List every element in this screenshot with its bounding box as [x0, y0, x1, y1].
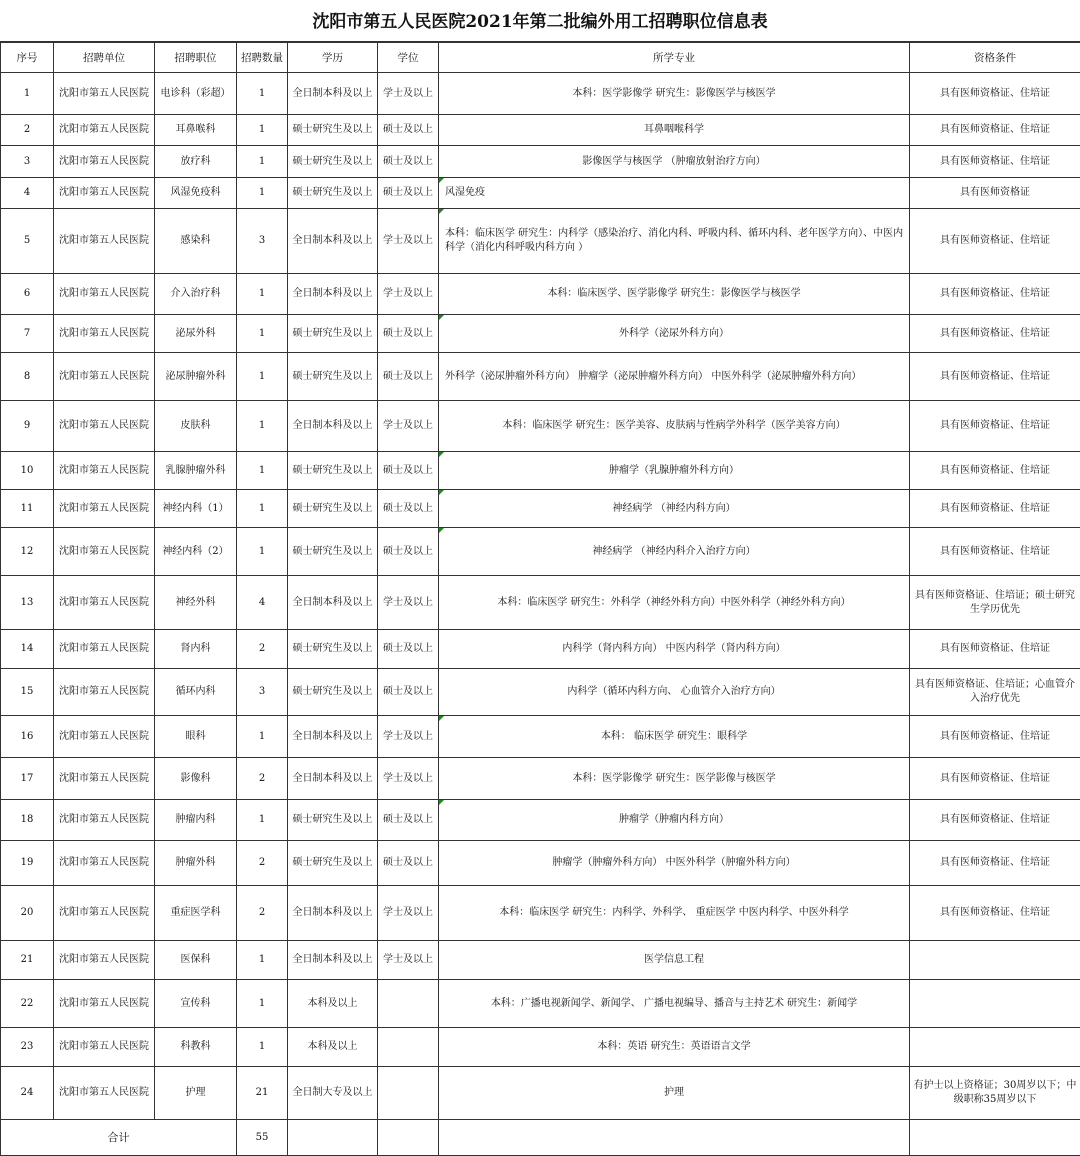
cell-seq: 16	[1, 716, 54, 758]
header-education: 学历	[288, 43, 378, 73]
table-row	[1, 1067, 1080, 1120]
cell-degree: 硕士及以上	[378, 800, 439, 841]
cell-degree: 硕士及以上	[378, 452, 439, 490]
table-row	[1, 178, 1080, 209]
cell-seq: 21	[1, 941, 54, 980]
cell-unit: 沈阳市第五人民医院	[54, 452, 155, 490]
cell-position: 耳鼻喉科	[155, 115, 237, 146]
cell-unit: 沈阳市第五人民医院	[54, 1067, 155, 1120]
cell-degree: 学士及以上	[378, 758, 439, 800]
cell-education: 硕士研究生及以上	[288, 630, 378, 669]
cell-unit: 沈阳市第五人民医院	[54, 490, 155, 528]
cell-major: 本科：临床医学、医学影像学 研究生：影像医学与核医学	[439, 274, 910, 315]
cell-education: 本科及以上	[288, 980, 378, 1028]
cell-qualification: 具有医师资格证	[910, 178, 1080, 209]
cell-unit: 沈阳市第五人民医院	[54, 630, 155, 669]
cell-position: 风湿免疫科	[155, 178, 237, 209]
cell-major: 耳鼻咽喉科学	[439, 115, 910, 146]
cell-qualification: 具有医师资格证、住培证	[910, 353, 1080, 401]
cell-count: 1	[237, 401, 288, 452]
cell-education: 全日制本科及以上	[288, 886, 378, 941]
cell-position: 医保科	[155, 941, 237, 980]
cell-position: 眼科	[155, 716, 237, 758]
table-row	[1, 274, 1080, 315]
cell-major: 肿瘤学（乳腺肿瘤外科方向）	[439, 452, 910, 490]
cell-degree	[378, 980, 439, 1028]
header-position: 招聘职位	[155, 43, 237, 73]
cell-education: 本科及以上	[288, 1028, 378, 1067]
cell-major: 医学信息工程	[439, 941, 910, 980]
cell-count: 1	[237, 353, 288, 401]
header-row	[1, 43, 1080, 73]
table-row	[1, 941, 1080, 980]
cell-education: 硕士研究生及以上	[288, 669, 378, 716]
table-row	[1, 630, 1080, 669]
cell-qualification: 具有医师资格证、住培证	[910, 146, 1080, 178]
cell-degree: 硕士及以上	[378, 178, 439, 209]
cell-count: 1	[237, 528, 288, 576]
cell-degree: 学士及以上	[378, 886, 439, 941]
cell-degree: 硕士及以上	[378, 528, 439, 576]
cell-qualification: 具有医师资格证、住培证；心血管介入治疗优先	[910, 669, 1080, 716]
total-label: 合计	[1, 1120, 237, 1156]
cell-education: 全日制本科及以上	[288, 576, 378, 630]
cell-unit: 沈阳市第五人民医院	[54, 178, 155, 209]
cell-major: 本科：医学影像学 研究生：医学影像与核医学	[439, 758, 910, 800]
cell-degree: 学士及以上	[378, 401, 439, 452]
positions-table	[0, 42, 1080, 1156]
cell-degree	[378, 1067, 439, 1120]
table-row	[1, 115, 1080, 146]
cell-degree: 学士及以上	[378, 209, 439, 274]
cell-qualification: 具有医师资格证、住培证；硕士研究生学历优先	[910, 576, 1080, 630]
cell-unit: 沈阳市第五人民医院	[54, 800, 155, 841]
cell-unit: 沈阳市第五人民医院	[54, 146, 155, 178]
header-unit: 招聘单位	[54, 43, 155, 73]
cell-seq: 9	[1, 401, 54, 452]
header-count: 招聘数量	[237, 43, 288, 73]
cell-education: 硕士研究生及以上	[288, 490, 378, 528]
cell-unit: 沈阳市第五人民医院	[54, 353, 155, 401]
cell-qualification: 具有医师资格证、住培证	[910, 716, 1080, 758]
cell-position: 神经内科（1）	[155, 490, 237, 528]
cell-qualification	[910, 941, 1080, 980]
cell-seq: 13	[1, 576, 54, 630]
cell-seq: 18	[1, 800, 54, 841]
cell-seq: 10	[1, 452, 54, 490]
cell-major: 风湿免疫	[439, 178, 910, 209]
cell-count: 1	[237, 315, 288, 353]
cell-degree: 硕士及以上	[378, 115, 439, 146]
cell-count: 1	[237, 1028, 288, 1067]
cell-degree: 硕士及以上	[378, 353, 439, 401]
cell-position: 乳腺肿瘤外科	[155, 452, 237, 490]
cell-unit: 沈阳市第五人民医院	[54, 980, 155, 1028]
total-row	[1, 1120, 1080, 1156]
cell-count: 1	[237, 490, 288, 528]
cell-seq: 19	[1, 841, 54, 886]
cell-unit: 沈阳市第五人民医院	[54, 941, 155, 980]
cell-position: 护理	[155, 1067, 237, 1120]
cell-degree: 学士及以上	[378, 941, 439, 980]
cell-degree: 学士及以上	[378, 576, 439, 630]
cell-position: 科教科	[155, 1028, 237, 1067]
cell-qualification: 具有医师资格证、住培证	[910, 758, 1080, 800]
cell-major: 本科：英语 研究生：英语语言文学	[439, 1028, 910, 1067]
cell-seq: 11	[1, 490, 54, 528]
cell-position: 肿瘤外科	[155, 841, 237, 886]
cell-education: 硕士研究生及以上	[288, 452, 378, 490]
cell-unit: 沈阳市第五人民医院	[54, 73, 155, 115]
cell-seq: 1	[1, 73, 54, 115]
cell-position: 肾内科	[155, 630, 237, 669]
cell-count: 1	[237, 941, 288, 980]
cell-qualification: 具有医师资格证、住培证	[910, 401, 1080, 452]
table-row	[1, 1028, 1080, 1067]
cell-major: 肿瘤学（肿瘤外科方向） 中医外科学（肿瘤外科方向）	[439, 841, 910, 886]
table-row	[1, 73, 1080, 115]
cell-seq: 4	[1, 178, 54, 209]
cell-qualification: 具有医师资格证、住培证	[910, 73, 1080, 115]
cell-major: 本科： 临床医学 研究生：眼科学	[439, 716, 910, 758]
cell-education: 全日制本科及以上	[288, 758, 378, 800]
cell-seq: 12	[1, 528, 54, 576]
cell-major: 本科：临床医学 研究生：内科学（感染治疗、消化内科、呼吸内科、循环内科、老年医学方向）、中医内科学（消化内科呼吸内科方向 ）	[439, 209, 910, 274]
cell-degree: 硕士及以上	[378, 146, 439, 178]
cell-major: 本科：医学影像学 研究生：影像医学与核医学	[439, 73, 910, 115]
cell-count: 3	[237, 209, 288, 274]
table-row	[1, 146, 1080, 178]
cell-seq: 15	[1, 669, 54, 716]
table-row	[1, 716, 1080, 758]
cell-count: 2	[237, 886, 288, 941]
table-row	[1, 886, 1080, 941]
cell-seq: 3	[1, 146, 54, 178]
cell-degree: 硕士及以上	[378, 669, 439, 716]
cell-education: 硕士研究生及以上	[288, 178, 378, 209]
table-row	[1, 353, 1080, 401]
cell-degree: 硕士及以上	[378, 490, 439, 528]
cell-unit: 沈阳市第五人民医院	[54, 758, 155, 800]
cell-seq: 6	[1, 274, 54, 315]
cell-major: 内科学（循环内科方向、 心血管介入治疗方向）	[439, 669, 910, 716]
cell-count: 1	[237, 716, 288, 758]
cell-position: 重症医学科	[155, 886, 237, 941]
cell-seq: 23	[1, 1028, 54, 1067]
cell-unit: 沈阳市第五人民医院	[54, 716, 155, 758]
page-title: 沈阳市第五人民医院2021年第二批编外用工招聘职位信息表	[0, 0, 1080, 42]
cell-unit: 沈阳市第五人民医院	[54, 576, 155, 630]
cell-qualification: 具有医师资格证、住培证	[910, 490, 1080, 528]
cell-major: 本科：广播电视新闻学、新闻学、 广播电视编导、播音与主持艺术 研究生：新闻学	[439, 980, 910, 1028]
cell-education: 全日制本科及以上	[288, 941, 378, 980]
cell-position: 皮肤科	[155, 401, 237, 452]
cell-position: 介入治疗科	[155, 274, 237, 315]
cell-unit: 沈阳市第五人民医院	[54, 669, 155, 716]
cell-qualification: 具有医师资格证、住培证	[910, 630, 1080, 669]
cell-seq: 24	[1, 1067, 54, 1120]
cell-unit: 沈阳市第五人民医院	[54, 528, 155, 576]
cell-education: 硕士研究生及以上	[288, 353, 378, 401]
cell-count: 2	[237, 841, 288, 886]
cell-qualification: 具有医师资格证、住培证	[910, 115, 1080, 146]
cell-degree: 硕士及以上	[378, 315, 439, 353]
cell-count: 1	[237, 980, 288, 1028]
cell-major: 本科：临床医学 研究生：外科学（神经外科方向）中医外科学（神经外科方向）	[439, 576, 910, 630]
cell-count: 1	[237, 274, 288, 315]
cell-qualification: 具有医师资格证、住培证	[910, 209, 1080, 274]
cell-unit: 沈阳市第五人民医院	[54, 1028, 155, 1067]
table-row	[1, 576, 1080, 630]
header-degree: 学位	[378, 43, 439, 73]
cell-degree: 学士及以上	[378, 274, 439, 315]
cell-seq: 17	[1, 758, 54, 800]
cell-count: 1	[237, 800, 288, 841]
cell-position: 神经内科（2）	[155, 528, 237, 576]
cell-qualification	[910, 980, 1080, 1028]
cell-qualification	[910, 1028, 1080, 1067]
total-empty-degree	[378, 1120, 439, 1156]
cell-position: 泌尿外科	[155, 315, 237, 353]
cell-qualification: 具有医师资格证、住培证	[910, 452, 1080, 490]
cell-degree	[378, 1028, 439, 1067]
cell-education: 全日制本科及以上	[288, 401, 378, 452]
total-empty-education	[288, 1120, 378, 1156]
total-empty-major	[439, 1120, 910, 1156]
cell-education: 硕士研究生及以上	[288, 800, 378, 841]
cell-qualification: 有护士以上资格证；30周岁以下；中级职称35周岁以下	[910, 1067, 1080, 1120]
cell-education: 硕士研究生及以上	[288, 115, 378, 146]
total-empty-qualification	[910, 1120, 1080, 1156]
cell-major: 本科：临床医学 研究生：医学美容、皮肤病与性病学外科学（医学美容方向）	[439, 401, 910, 452]
cell-count: 4	[237, 576, 288, 630]
table-row	[1, 401, 1080, 452]
cell-major: 肿瘤学（肿瘤内科方向）	[439, 800, 910, 841]
cell-count: 3	[237, 669, 288, 716]
cell-position: 影像科	[155, 758, 237, 800]
cell-seq: 7	[1, 315, 54, 353]
cell-seq: 22	[1, 980, 54, 1028]
cell-qualification: 具有医师资格证、住培证	[910, 800, 1080, 841]
cell-major: 本科：临床医学 研究生：内科学、外科学、 重症医学 中医内科学、中医外科学	[439, 886, 910, 941]
cell-position: 宣传科	[155, 980, 237, 1028]
cell-major: 护理	[439, 1067, 910, 1120]
cell-count: 2	[237, 630, 288, 669]
cell-unit: 沈阳市第五人民医院	[54, 315, 155, 353]
cell-seq: 2	[1, 115, 54, 146]
cell-unit: 沈阳市第五人民医院	[54, 886, 155, 941]
cell-seq: 8	[1, 353, 54, 401]
cell-education: 硕士研究生及以上	[288, 528, 378, 576]
table-row	[1, 980, 1080, 1028]
cell-major: 神经病学 （神经内科介入治疗方向）	[439, 528, 910, 576]
cell-count: 1	[237, 115, 288, 146]
cell-qualification: 具有医师资格证、住培证	[910, 315, 1080, 353]
cell-unit: 沈阳市第五人民医院	[54, 274, 155, 315]
total-count: 55	[237, 1120, 288, 1156]
cell-qualification: 具有医师资格证、住培证	[910, 841, 1080, 886]
cell-qualification: 具有医师资格证、住培证	[910, 528, 1080, 576]
cell-education: 硕士研究生及以上	[288, 146, 378, 178]
cell-education: 全日制本科及以上	[288, 209, 378, 274]
cell-major: 外科学（泌尿外科方向）	[439, 315, 910, 353]
table-row	[1, 209, 1080, 274]
cell-position: 泌尿肿瘤外科	[155, 353, 237, 401]
cell-position: 放疗科	[155, 146, 237, 178]
cell-count: 2	[237, 758, 288, 800]
cell-count: 21	[237, 1067, 288, 1120]
header-qualification: 资格条件	[910, 43, 1080, 73]
table-row	[1, 841, 1080, 886]
cell-unit: 沈阳市第五人民医院	[54, 209, 155, 274]
cell-unit: 沈阳市第五人民医院	[54, 115, 155, 146]
cell-seq: 5	[1, 209, 54, 274]
cell-degree: 硕士及以上	[378, 630, 439, 669]
cell-position: 电诊科（彩超）	[155, 73, 237, 115]
table-row	[1, 758, 1080, 800]
cell-count: 1	[237, 452, 288, 490]
cell-count: 1	[237, 73, 288, 115]
table-row	[1, 669, 1080, 716]
table-row	[1, 800, 1080, 841]
cell-major: 神经病学 （神经内科方向）	[439, 490, 910, 528]
cell-major: 外科学（泌尿肿瘤外科方向） 肿瘤学（泌尿肿瘤外科方向） 中医外科学（泌尿肿瘤外科方向）	[439, 353, 910, 401]
cell-position: 循环内科	[155, 669, 237, 716]
cell-unit: 沈阳市第五人民医院	[54, 841, 155, 886]
cell-major: 内科学（肾内科方向） 中医内科学（肾内科方向）	[439, 630, 910, 669]
cell-education: 硕士研究生及以上	[288, 315, 378, 353]
cell-seq: 20	[1, 886, 54, 941]
cell-count: 1	[237, 146, 288, 178]
cell-qualification: 具有医师资格证、住培证	[910, 274, 1080, 315]
cell-position: 感染科	[155, 209, 237, 274]
cell-degree: 学士及以上	[378, 73, 439, 115]
cell-education: 全日制本科及以上	[288, 73, 378, 115]
cell-education: 硕士研究生及以上	[288, 841, 378, 886]
cell-unit: 沈阳市第五人民医院	[54, 401, 155, 452]
table-row	[1, 528, 1080, 576]
cell-major: 影像医学与核医学 （肿瘤放射治疗方向）	[439, 146, 910, 178]
cell-degree: 硕士及以上	[378, 841, 439, 886]
table-row	[1, 490, 1080, 528]
cell-education: 全日制本科及以上	[288, 716, 378, 758]
cell-position: 肿瘤内科	[155, 800, 237, 841]
header-major: 所学专业	[439, 43, 910, 73]
cell-qualification: 具有医师资格证、住培证	[910, 886, 1080, 941]
table-row	[1, 315, 1080, 353]
cell-education: 全日制本科及以上	[288, 274, 378, 315]
cell-seq: 14	[1, 630, 54, 669]
cell-position: 神经外科	[155, 576, 237, 630]
cell-degree: 学士及以上	[378, 716, 439, 758]
table-row	[1, 452, 1080, 490]
cell-count: 1	[237, 178, 288, 209]
header-seq: 序号	[1, 43, 54, 73]
cell-education: 全日制大专及以上	[288, 1067, 378, 1120]
